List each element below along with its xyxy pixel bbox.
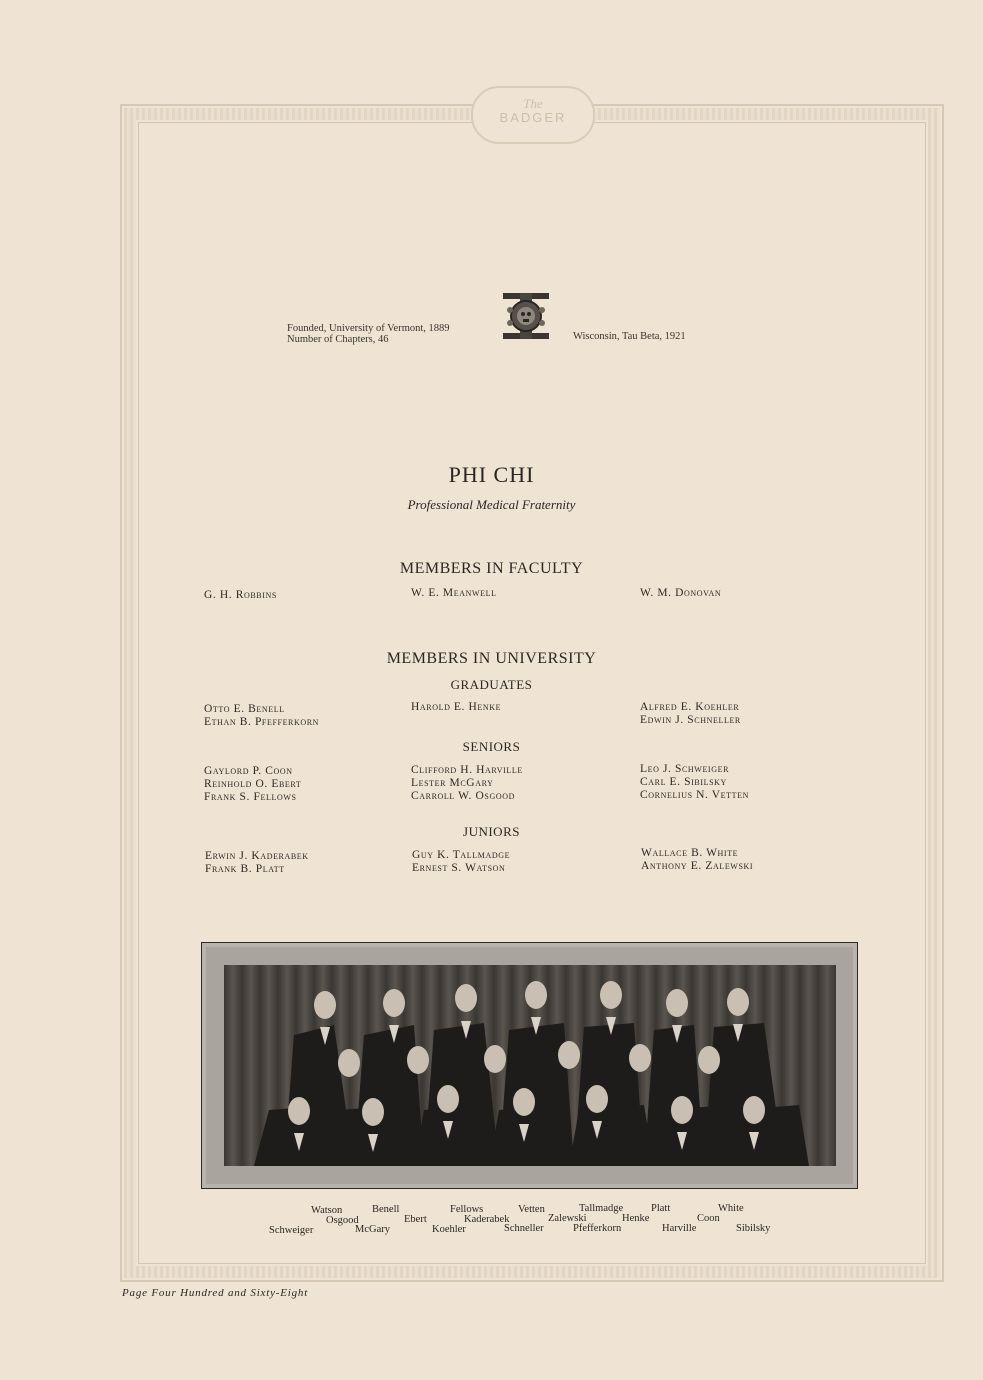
member-name: Carl E. Sibilsky	[640, 776, 727, 788]
member-name: Ethan B. Pfefferkorn	[204, 716, 320, 728]
member-name: Leo J. Schweiger	[640, 763, 729, 775]
caption-name: Osgood	[326, 1215, 359, 1226]
graduates-column-3	[640, 701, 741, 727]
caption-name: Benell	[372, 1204, 400, 1215]
caption-name: Henke	[622, 1213, 650, 1224]
caption-name: Tallmadge	[579, 1203, 624, 1214]
member-name: Frank B. Platt	[205, 863, 285, 875]
seniors-column-1	[204, 765, 301, 804]
caption-name: Vetten	[518, 1204, 545, 1215]
member-name: Anthony E. Zalewski	[641, 860, 754, 872]
caption-name: Zalewski	[548, 1213, 587, 1224]
caption-name: Schneller	[504, 1223, 544, 1234]
juniors-column-3	[641, 847, 753, 873]
juniors-column-1	[205, 850, 309, 876]
crest-name: BADGER	[499, 110, 567, 125]
member-name: Frank S. Fellows	[204, 791, 297, 803]
page-number: Page Four Hundred and Sixty-Eight	[122, 1287, 309, 1299]
juniors-column-2	[412, 849, 510, 875]
caption-name: Fellows	[450, 1204, 484, 1215]
group-photo-image	[224, 965, 836, 1166]
fraternity-badge-icon	[500, 290, 552, 342]
member-name: Alfred E. Koehler	[640, 701, 740, 713]
caption-name: White	[718, 1203, 744, 1214]
crest-the: The	[523, 96, 543, 111]
caption-name: Coon	[697, 1213, 720, 1224]
member-name: Reinhold O. Ebert	[204, 778, 302, 790]
member-name: Gaylord P. Coon	[204, 765, 293, 777]
member-name: Otto E. Benell	[204, 703, 285, 715]
member-name: Guy K. Tallmadge	[412, 849, 511, 861]
member-name: Ernest S. Watson	[412, 862, 506, 874]
graduates-column-2	[411, 701, 501, 714]
juniors-heading: JUNIORS	[463, 824, 520, 839]
faculty-name: G. H. Robbins	[204, 589, 277, 601]
caption-name: Koehler	[432, 1224, 466, 1235]
faculty-name: W. E. Meanwell	[411, 587, 497, 599]
university-heading: MEMBERS IN UNIVERSITY	[386, 650, 597, 667]
caption-name: Pfefferkorn	[573, 1223, 622, 1234]
founding-info	[287, 323, 450, 345]
member-name: Clifford H. Harville	[411, 764, 523, 776]
caption-name: McGary	[355, 1224, 390, 1235]
graduates-column-1	[204, 703, 319, 729]
seniors-column-3	[640, 763, 749, 802]
seniors-heading: SENIORS	[462, 739, 521, 754]
member-name: Erwin J. Kaderabek	[205, 850, 309, 862]
page-subtitle: Professional Medical Fraternity	[407, 497, 576, 512]
member-name: Lester McGary	[411, 777, 494, 789]
caption-name: Sibilsky	[736, 1223, 771, 1234]
chapter-info: Wisconsin, Tau Beta, 1921	[573, 331, 686, 342]
chapters-line: Number of Chapters, 46	[287, 334, 389, 345]
founding-line: Founded, University of Vermont, 1889	[287, 323, 450, 334]
caption-name: Platt	[651, 1203, 671, 1214]
member-name: Wallace B. White	[641, 847, 739, 859]
member-name: Harold E. Henke	[411, 701, 502, 713]
member-name: Carroll W. Osgood	[411, 790, 515, 802]
caption-name: Kaderabek	[464, 1214, 510, 1225]
faculty-name: W. M. Donovan	[640, 587, 722, 599]
caption-name: Watson	[311, 1205, 343, 1216]
page-title: PHI CHI	[448, 462, 535, 487]
member-name: Edwin J. Schneller	[640, 714, 741, 726]
faculty-heading: MEMBERS IN FACULTY	[399, 560, 584, 577]
caption-name: Harville	[662, 1223, 697, 1234]
graduates-heading: GRADUATES	[450, 677, 533, 692]
caption-name: Schweiger	[269, 1225, 314, 1236]
group-photo	[224, 965, 836, 1166]
member-name: Cornelius N. Vetten	[640, 789, 749, 801]
caption-name: Ebert	[404, 1214, 427, 1225]
badger-crest	[471, 86, 595, 144]
seniors-column-2	[411, 764, 523, 803]
